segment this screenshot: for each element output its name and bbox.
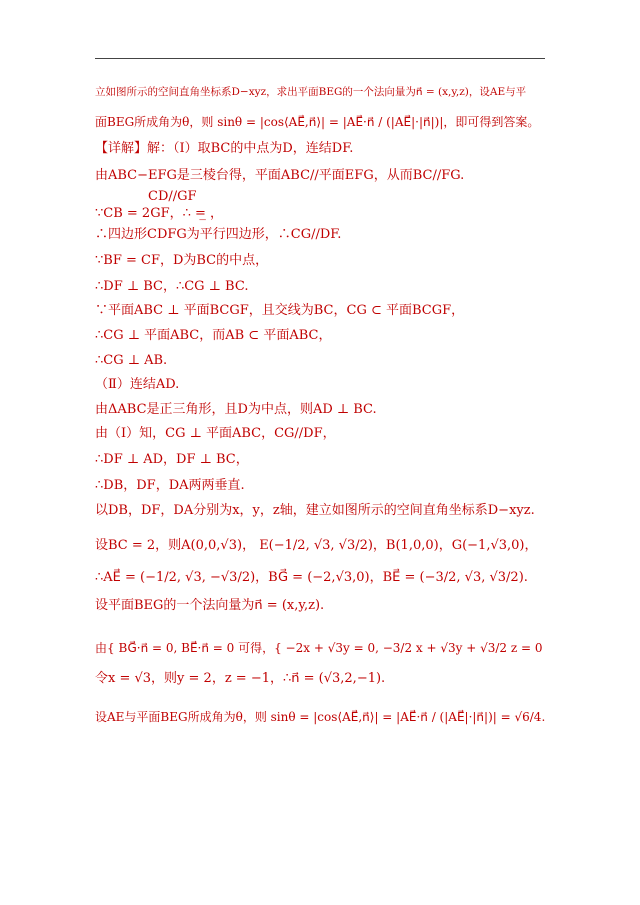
text-line-4: 由ABC−EFG是三棱台得，平面ABC//平面EFG，从而BC//FG.	[95, 168, 465, 183]
text-line-12: ∴CG ⊥ AB.	[95, 353, 168, 368]
text-line-21: 设平面BEG的一个法向量为n⃗ = (x,y,z).	[95, 598, 325, 613]
text-line-18: 以DB，DF，DA分别为x，y，z轴，建立如图所示的空间直角坐标系D−xyz.	[95, 503, 535, 518]
text-line-15: 由（Ⅰ）知，CG ⊥ 平面ABC，CG//DF，	[95, 426, 336, 441]
text-line-3: 【详解】解：（Ⅰ）取BC的中点为D，连结DF.	[95, 141, 354, 156]
text-line-9: ∴DF ⊥ BC，∴CG ⊥ BC.	[95, 279, 249, 294]
text-line-5: CD//GF	[148, 189, 197, 204]
header-rule	[95, 58, 545, 59]
text-line-19: 设BC = 2，则A(0,0,√3)， E(−1/2, √3, √3/2)，B(1,0,0)，G(−1,√3,0)，	[95, 538, 538, 553]
text-line-16: ∴DF ⊥ AD，DF ⊥ BC，	[95, 452, 249, 467]
text-line-13: （Ⅱ）连结AD.	[95, 377, 180, 392]
text-line-10: ∵平面ABC ⊥ 平面BCGF，且交线为BC，CG ⊂ 平面BCGF，	[95, 303, 465, 318]
text-line-11: ∴CG ⊥ 平面ABC，而AB ⊂ 平面ABC，	[95, 328, 332, 343]
text-line-17: ∴DB，DF，DA两两垂直.	[95, 478, 245, 493]
text-line-6: ∵CB = 2GF，∴ =̲ ，	[95, 206, 224, 221]
text-line-23: 令x = √3，则y = 2，z = −1，∴n⃗ = (√3,2,−1).	[95, 671, 386, 686]
text-line-7: ∴四边形CDFG为平行四边形，∴CG//DF.	[95, 227, 342, 242]
text-line-14: 由ΔABC是正三角形，且D为中点，则AD ⊥ BC.	[95, 402, 377, 417]
text-line-20: ∴AE⃗ = (−1/2, √3, −√3/2)，BG⃗ = (−2,√3,0)，BE⃗ = (−3/2, √3, √3/2).	[95, 570, 528, 585]
text-line-1: 立如图所示的空间直角坐标系D−xyz，求出平面BEG的一个法向量为n⃗ = (x,y,z)，设AE与平	[95, 86, 527, 98]
text-line-22: 由{ BG⃗·n⃗ = 0, BE⃗·n⃗ = 0 可得，{ −2x + √3y = 0, −3/2 x + √3y + √3/2 z = 0	[95, 641, 543, 655]
text-line-24: 设AE与平面BEG所成角为θ，则 sinθ = |cos⟨AE⃗,n⃗⟩| = |AE⃗·n⃗ / (|AE⃗|·|n⃗|)| = √6/4.	[95, 710, 546, 724]
text-line-8: ∵BF = CF，D为BC的中点，	[95, 253, 269, 268]
text-line-2: 面BEG所成角为θ，则 sinθ = |cos⟨AE⃗,n⃗⟩| = |AE⃗·n⃗ / (|AE⃗|·|n⃗|)|，即可得到答案。	[95, 115, 540, 129]
